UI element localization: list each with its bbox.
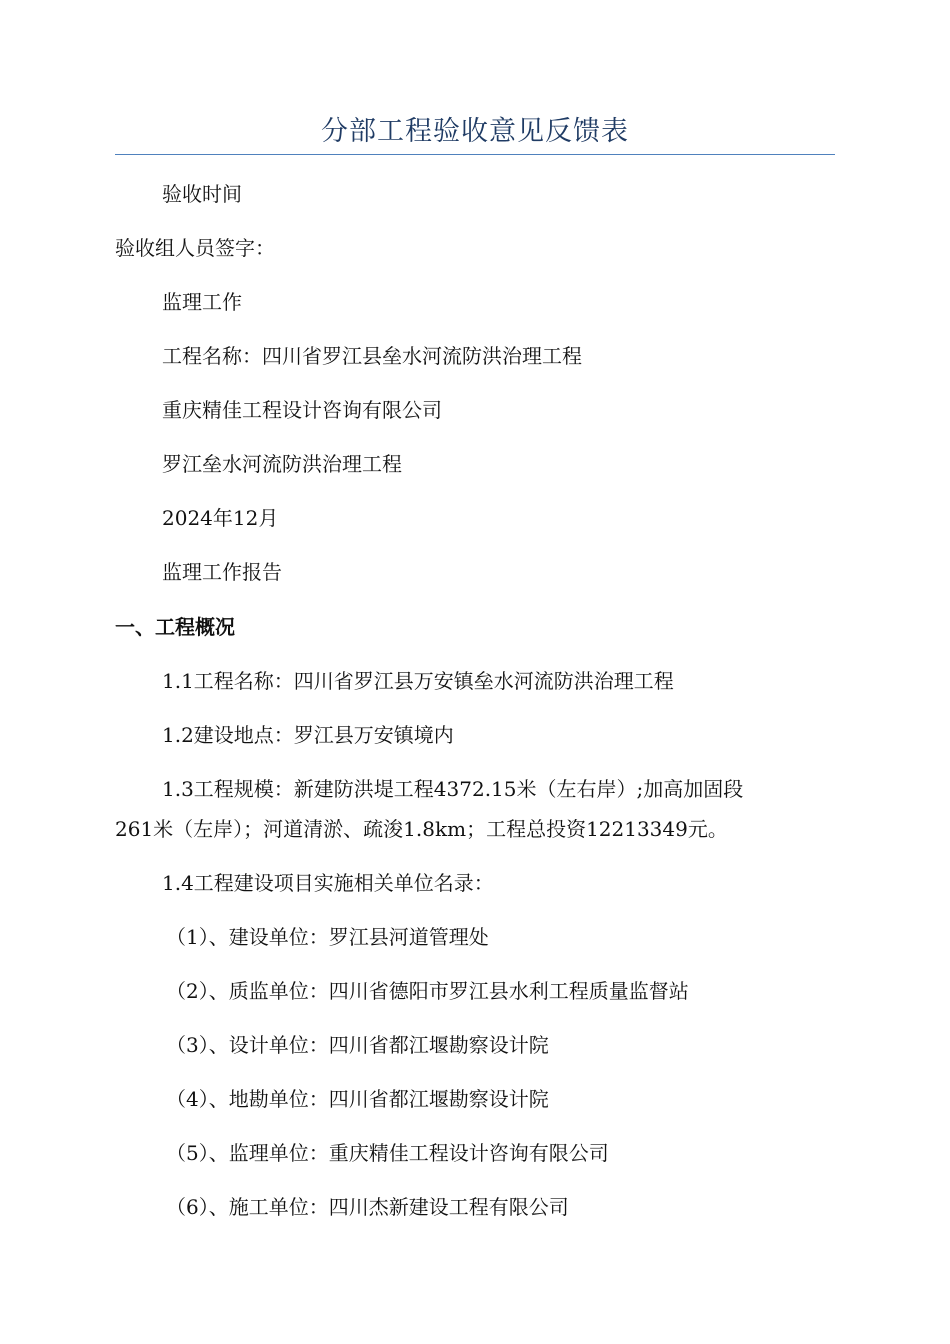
acceptance-time-line: 验收时间	[162, 182, 242, 206]
unit-list-item: （4）、地勘单位：四川省都江堰勘察设计院	[166, 1087, 549, 1111]
signature-line: 验收组人员签字：	[115, 236, 275, 260]
paragraph-1-4: 1.4工程建设项目实施相关单位名录：	[162, 871, 494, 895]
unit-list-item: （6）、施工单位：四川杰新建设工程有限公司	[166, 1195, 569, 1219]
unit-list-item: （3）、设计单位：四川省都江堰勘察设计院	[166, 1033, 549, 1057]
paragraph-1-1: 1.1工程名称：四川省罗江县万安镇垒水河流防洪治理工程	[162, 669, 674, 693]
paragraph-1-2: 1.2建设地点：罗江县万安镇境内	[162, 723, 454, 747]
report-title-line: 监理工作报告	[162, 560, 282, 584]
project-name-line: 工程名称：四川省罗江县垒水河流防洪治理工程	[162, 344, 582, 368]
project-short-name-line: 罗江垒水河流防洪治理工程	[162, 452, 402, 476]
supervision-work-line: 监理工作	[162, 290, 242, 314]
company-name-line: 重庆精佳工程设计咨询有限公司	[162, 398, 442, 422]
unit-list-item: （1）、建设单位：罗江县河道管理处	[166, 925, 489, 949]
unit-list-item: （2）、质监单位：四川省德阳市罗江县水利工程质量监督站	[166, 979, 689, 1003]
unit-list-item: （5）、监理单位：重庆精佳工程设计咨询有限公司	[166, 1141, 609, 1165]
document-title: 分部工程验收意见反馈表	[321, 116, 629, 147]
paragraph-1-3-line-1: 1.3工程规模：新建防洪堤工程4372.15米（左右岸）;加高加固段	[162, 777, 744, 801]
section-heading: 一、工程概况	[115, 615, 235, 639]
paragraph-1-3-line-2: 261米（左岸）；河道清淤、疏浚1.8km；工程总投资12213349元。	[115, 817, 728, 841]
date-line: 2024年12月	[162, 506, 279, 530]
title-underline	[115, 154, 835, 155]
